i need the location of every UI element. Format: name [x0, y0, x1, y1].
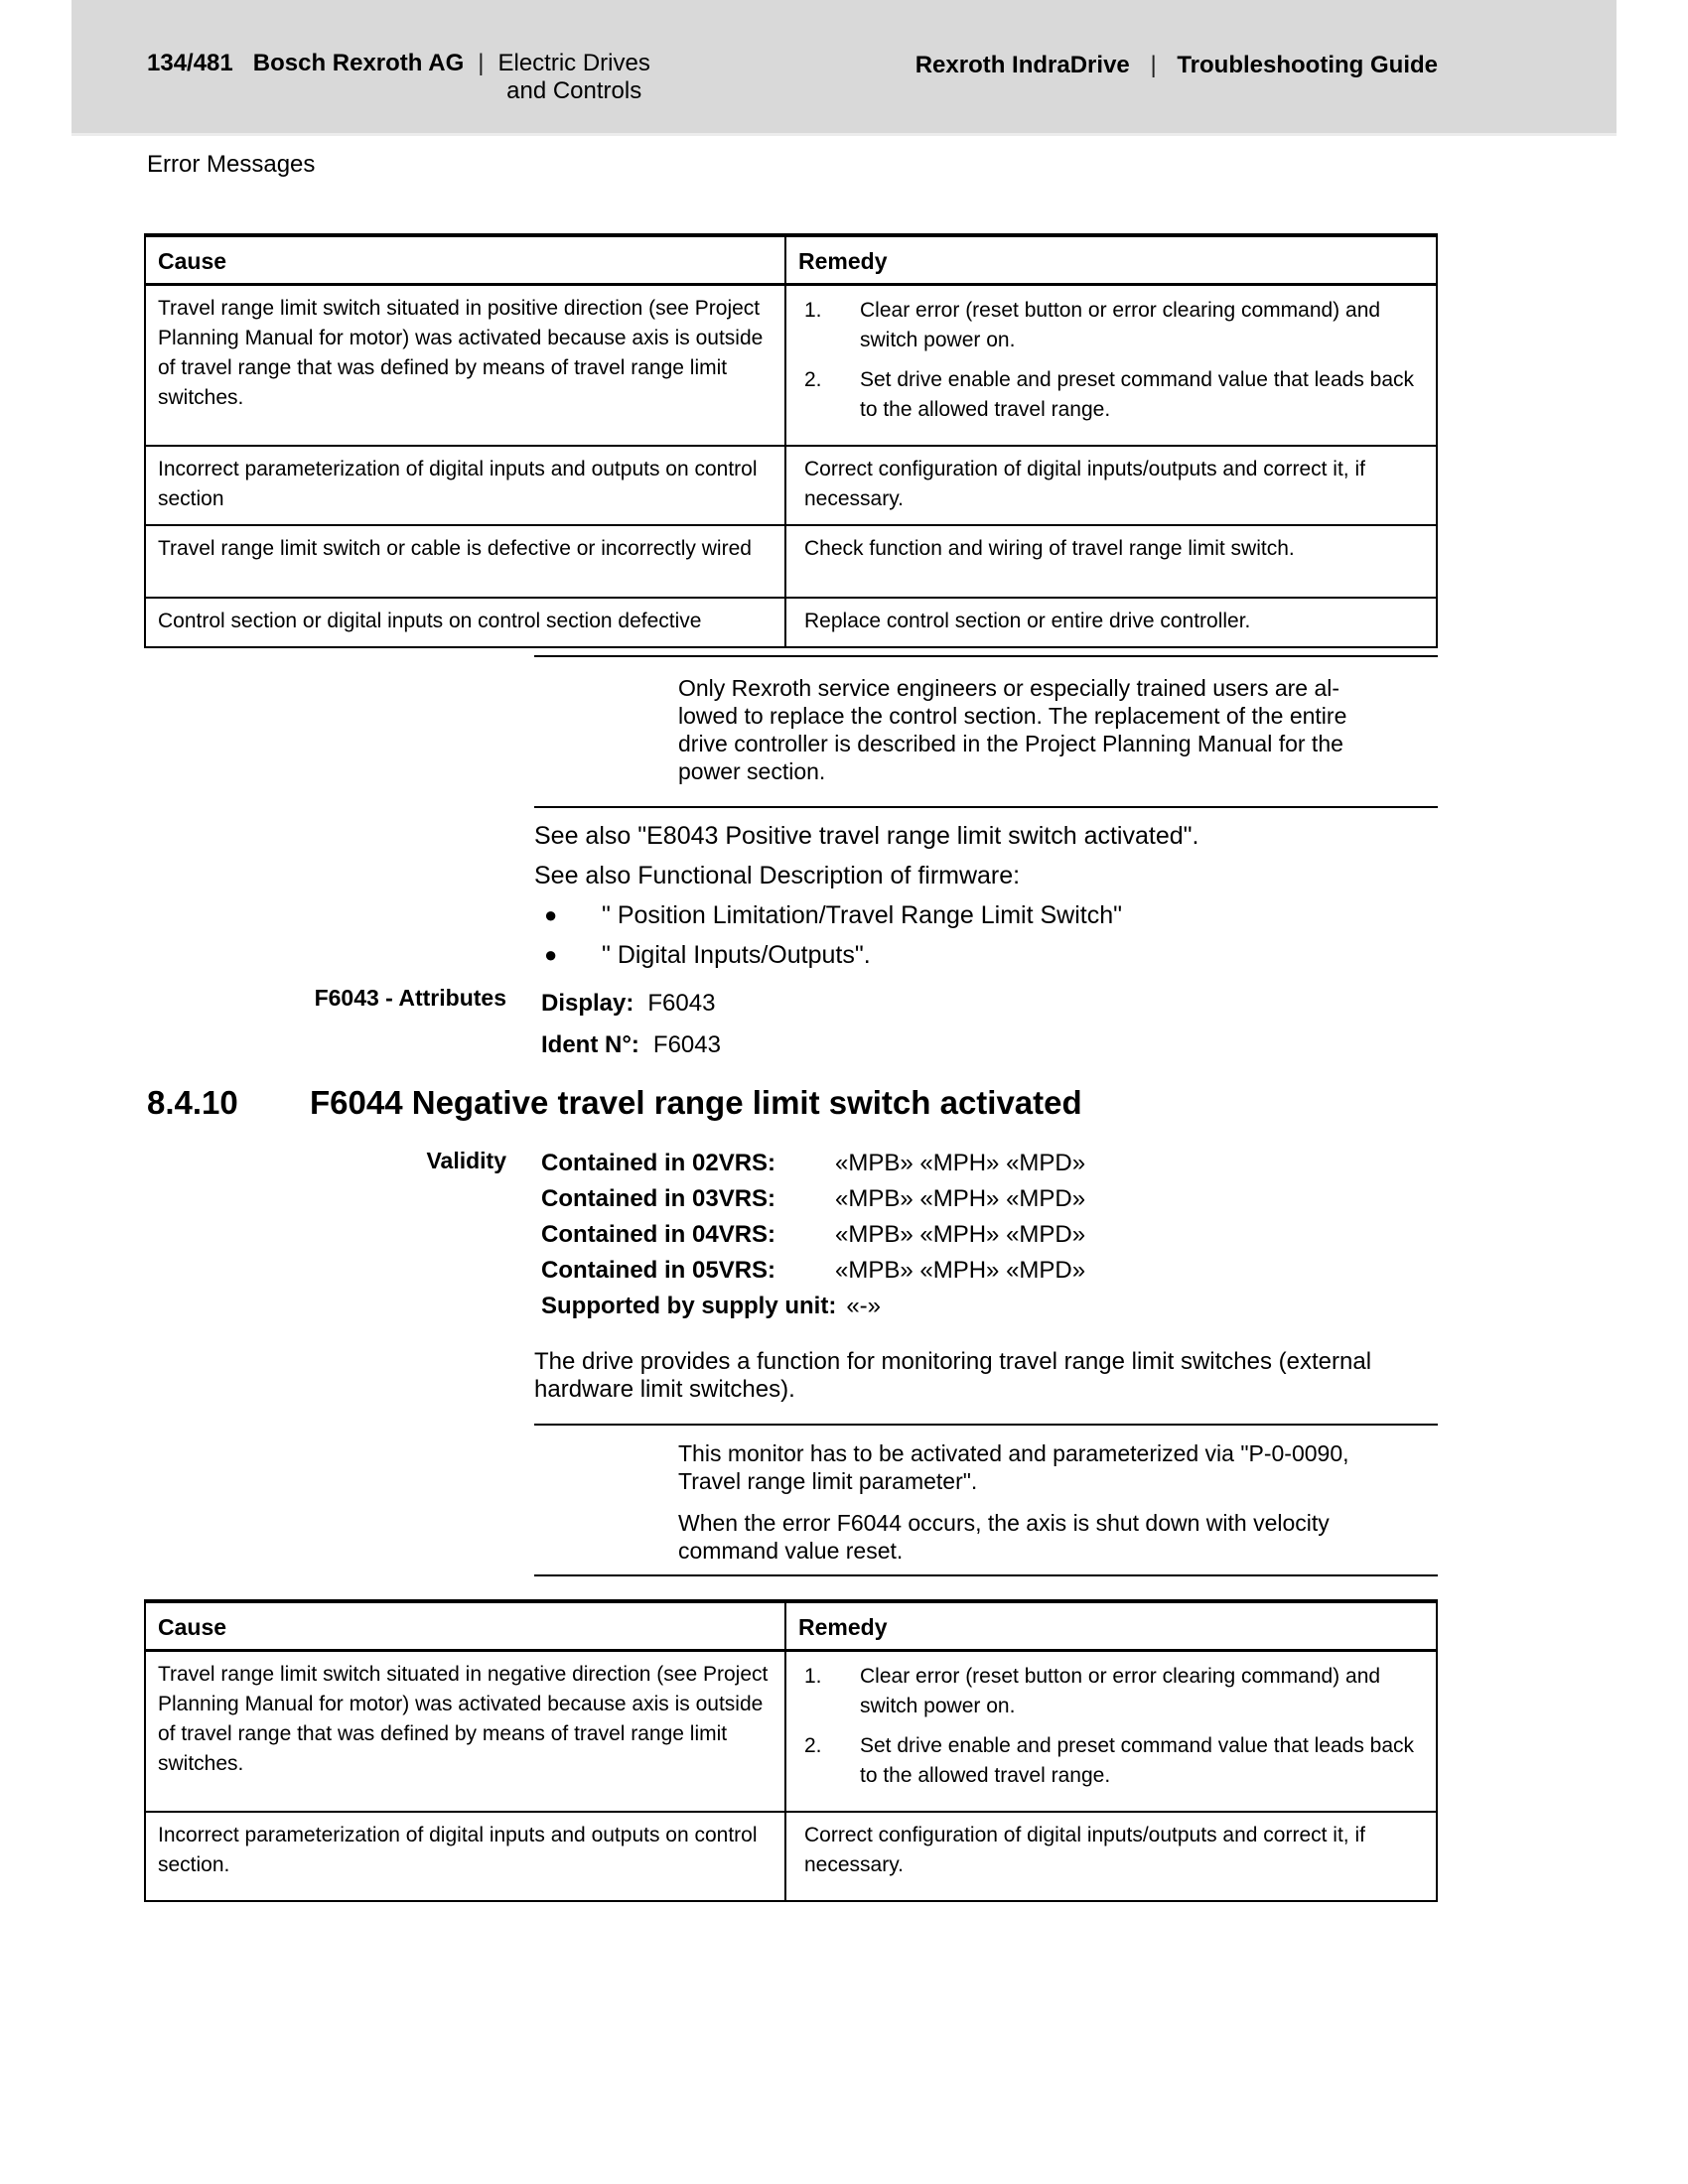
display-value: F6043: [647, 990, 716, 1017]
remedy-cell: Correct configuration of digital inputs/outputs and correct it, if necessary.: [804, 458, 1365, 510]
paragraph-line: hardware limit switches).: [534, 1376, 795, 1403]
list-item: [534, 935, 1122, 975]
note-box: [534, 655, 1438, 808]
validity-supply-row: [541, 1289, 1085, 1324]
validity-margin-label: Validity: [426, 1148, 506, 1173]
remedy-column-header: Remedy: [798, 248, 888, 274]
remedy-item-number: 2.: [804, 1734, 822, 1757]
note-line: drive controller is described in the Project Planning Manual for the: [678, 731, 1343, 756]
cause-remedy-table-2: [144, 1599, 1438, 1902]
cause-cell: Control section or digital inputs on control section defective: [146, 599, 786, 646]
remedy-item-text: Clear error (reset button or error clearing command) and switch power on.: [860, 1665, 1381, 1717]
attribute-row: [541, 1024, 721, 1066]
remedy-item: [804, 1662, 1426, 1721]
note-box: [534, 1424, 1438, 1576]
header-left: [147, 50, 650, 105]
remedy-item: [804, 1731, 1426, 1791]
remedy-cell: [786, 286, 1436, 445]
validity-row: [541, 1217, 1085, 1253]
remedy-cell: Check function and wiring of travel range limit switch.: [804, 537, 1295, 560]
header-right: [915, 52, 1438, 79]
section-number: 8.4.10: [147, 1084, 238, 1121]
note-line: command value reset.: [678, 1538, 904, 1564]
validity-row-value: «MPB» «MPH» «MPD»: [835, 1221, 1086, 1248]
validity-row-value: «MPB» «MPH» «MPD»: [835, 1185, 1086, 1212]
remedy-item-text: Set drive enable and preset command value that leads back to the allowed travel range.: [860, 368, 1415, 421]
remedy-cell: Correct configuration of digital inputs/outputs and correct it, if necessary.: [804, 1824, 1365, 1876]
note-line: power section.: [678, 758, 826, 784]
note-paragraph: [678, 1509, 1438, 1565]
bullet-list: [534, 895, 1122, 975]
division-name: [497, 50, 649, 105]
supply-value: «-»: [846, 1293, 882, 1319]
validity-row-value: «MPB» «MPH» «MPD»: [835, 1257, 1086, 1284]
paragraph-line: The drive provides a function for monitoring travel range limit switches (external: [534, 1348, 1372, 1375]
cause-column-header: Cause: [146, 1603, 786, 1649]
table2-header-row: [146, 1603, 1436, 1652]
cause-remedy-table-1: [144, 233, 1438, 648]
page-number: 134/481: [147, 50, 233, 76]
table-row: [146, 597, 1436, 646]
company-name: Bosch Rexroth AG: [252, 50, 465, 76]
note-line: Travel range limit parameter".: [678, 1468, 978, 1494]
remedy-item-number: 2.: [804, 368, 822, 391]
page-header: [71, 0, 1617, 136]
bullet-icon: ●: [544, 902, 558, 927]
remedy-item-number: 1.: [804, 299, 822, 322]
validity-row-label: Contained in 02VRS:: [541, 1150, 776, 1176]
validity-block: [541, 1146, 1085, 1324]
validity-row-value: «MPB» «MPH» «MPD»: [835, 1150, 1086, 1176]
note-line: Only Rexroth service engineers or especially trained users are al-: [678, 675, 1340, 701]
ident-value: F6043: [652, 1031, 721, 1058]
attribute-row: [541, 983, 721, 1024]
cause-cell: Incorrect parameterization of digital inputs and outputs on control section: [146, 447, 786, 524]
validity-row: [541, 1253, 1085, 1289]
attributes-margin-label: F6043 - Attributes: [314, 985, 506, 1011]
validity-row-label: Contained in 05VRS:: [541, 1257, 776, 1284]
remedy-item: [804, 365, 1426, 425]
note-text: [678, 1439, 1438, 1565]
doc-title: Troubleshooting Guide: [1177, 52, 1438, 78]
note-line: When the error F6044 occurs, the axis is shut down with velocity: [678, 1510, 1330, 1536]
section-heading: [147, 1084, 1082, 1122]
cause-cell: Travel range limit switch or cable is defective or incorrectly wired: [146, 526, 786, 597]
body-paragraph: [534, 1348, 1371, 1404]
validity-row-label: Contained in 03VRS:: [541, 1185, 776, 1212]
section-title: F6044 Negative travel range limit switch activated: [310, 1084, 1082, 1121]
table-row: [146, 1652, 1436, 1811]
division-line1: Electric Drives: [497, 50, 650, 76]
cause-column-header: Cause: [146, 237, 786, 283]
see-also-line: See also "E8043 Positive travel range limit switch activated".: [534, 822, 1199, 850]
cause-cell: Incorrect parameterization of digital inputs and outputs on control section.: [146, 1813, 786, 1900]
header-separator: |: [478, 50, 485, 76]
header-separator-right: |: [1150, 52, 1157, 78]
bullet-icon: ●: [544, 942, 558, 967]
table-row: [146, 524, 1436, 597]
bullet-text: " Digital Inputs/Outputs".: [602, 941, 871, 969]
validity-row-label: Contained in 04VRS:: [541, 1221, 776, 1248]
see-also-line: See also Functional Description of firmware:: [534, 862, 1021, 889]
table1-header-row: [146, 237, 1436, 286]
cause-cell: Travel range limit switch situated in positive direction (see Project Planning Manual for motor) was activated because axis is outside of travel range that was defined by means of travel range limit switches.: [146, 286, 786, 445]
supply-label: Supported by supply unit:: [541, 1293, 837, 1319]
note-line: lowed to replace the control section. The replacement of the entire: [678, 703, 1347, 729]
see-also-block: [534, 816, 1198, 895]
running-section-label: Error Messages: [147, 151, 316, 178]
remedy-item: [804, 296, 1426, 355]
table-row: [146, 445, 1436, 524]
attributes-block: [541, 983, 721, 1066]
bullet-text: " Position Limitation/Travel Range Limit Switch": [602, 901, 1122, 929]
table-row: [146, 286, 1436, 445]
note-line: This monitor has to be activated and parameterized via "P-0-0090,: [678, 1440, 1349, 1466]
remedy-cell: Replace control section or entire drive controller.: [804, 610, 1251, 632]
remedy-item-number: 1.: [804, 1665, 822, 1688]
ident-label: Ident N°:: [541, 1031, 639, 1058]
product-name: Rexroth IndraDrive: [914, 52, 1130, 78]
remedy-cell: [786, 1652, 1436, 1811]
display-label: Display:: [541, 990, 634, 1017]
remedy-item-text: Set drive enable and preset command value that leads back to the allowed travel range.: [860, 1734, 1415, 1787]
validity-row: [541, 1146, 1085, 1181]
validity-row: [541, 1181, 1085, 1217]
list-item: [534, 895, 1122, 935]
cause-cell: Travel range limit switch situated in negative direction (see Project Planning Manual for motor) was activated because axis is outside of travel range that was defined by means of travel range limit switches.: [146, 1652, 786, 1811]
note-text: [678, 674, 1438, 785]
note-paragraph: [678, 1439, 1438, 1495]
division-line2: and Controls: [506, 77, 642, 104]
remedy-column-header: Remedy: [798, 1614, 888, 1640]
remedy-item-text: Clear error (reset button or error clearing command) and switch power on.: [860, 299, 1381, 351]
table-row: [146, 1811, 1436, 1900]
